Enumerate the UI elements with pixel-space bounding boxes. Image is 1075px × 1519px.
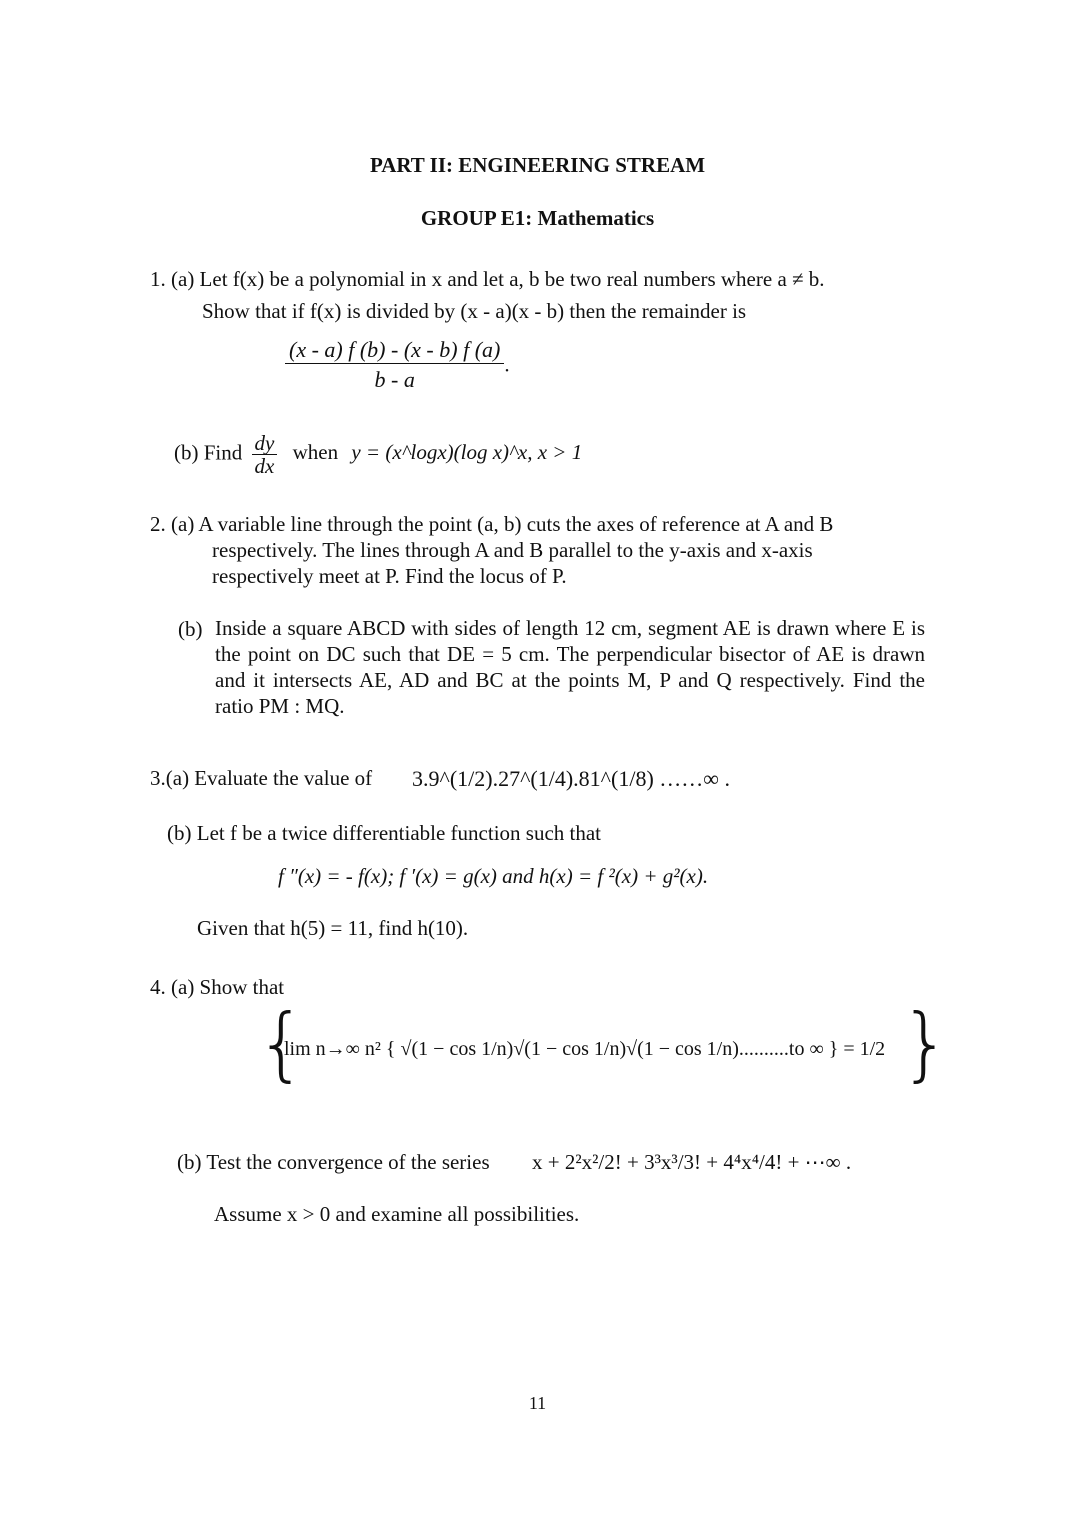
q2a-line1: 2. (a) A variable line through the point (a, b) cuts the axes of reference at A and B (150, 512, 834, 536)
q3b-line3: Given that h(5) = 11, find h(10). (197, 916, 469, 940)
q2a-line3: respectively meet at P. Find the locus of P. (212, 564, 567, 588)
q2a-line2: respectively. The lines through A and B parallel to the y-axis and x-axis (212, 538, 813, 562)
q1a-frac-denominator: b - a (374, 367, 415, 393)
q2b-paragraph: Inside a square ABCD with sides of length 12 cm, segment AE is drawn where E is the point on DC such that DE = 5 cm. The perpendicular bisector of AE is drawn and it intersects AE, AD and BC at the points M, P and Q respectively. Find the ratio PM : MQ. (215, 616, 925, 718)
q2b-label: (b) (178, 617, 203, 641)
part-title: PART II: ENGINEERING STREAM (369, 153, 706, 177)
q4a-limit-expression: { } lim n→∞ n² { √(1 − cos 1/n)√(1 − cos 1/n)√(1 − cos 1/n)..........to ∞ } = 1/2 (256, 997, 951, 1090)
page-number: 11 (528, 1393, 547, 1413)
q1a-line1: 1. (a) Let f(x) be a polynomial in x and let a, b be two real numbers where a ≠ b. (150, 267, 825, 291)
q1a-frac-numerator: (x - a) f (b) - (x - b) f (a) (285, 338, 504, 364)
group-title: GROUP E1: Mathematics (420, 206, 655, 230)
q3a-expression: 3.9^(1/2).27^(1/4).81^(1/8) ……∞ . (412, 766, 730, 791)
q3b-line1: (b) Let f be a twice differentiable function such that (167, 821, 602, 845)
q1b-line (174, 432, 582, 477)
q3b-line2: f ″(x) = - f(x); f ′(x) = g(x) and h(x) = f ²(x) + g²(x). (278, 864, 709, 888)
q4b-prefix: (b) Test the convergence of the series (177, 1150, 490, 1174)
q3a-prefix: 3.(a) Evaluate the value of (150, 766, 373, 790)
q4b-series: x + 2²x²/2! + 3³x³/3! + 4⁴x⁴/4! + ⋯∞ . (532, 1150, 852, 1174)
q1b-dy: dy (252, 432, 278, 455)
q4a-line1: 4. (a) Show that (150, 975, 285, 999)
q1b-when: when (292, 440, 339, 465)
q1b-expression: y = (x^logx)(log x)^x, x > 1 (351, 440, 583, 465)
q1b-prefix: (b) Find (174, 440, 243, 465)
q4b-line2: Assume x > 0 and examine all possibilities. (214, 1202, 580, 1226)
q1a-line2: Show that if f(x) is divided by (x - a)(x - b) then the remainder is (202, 299, 747, 323)
q1a-remainder-fraction: $\frac{(x - a) f (b) - (x - b) f (a)}{b - a}$ . (285, 338, 510, 391)
q1b-dx: dx (254, 454, 275, 479)
q4a-limit-text: lim n→∞ n² { √(1 − cos 1/n)√(1 − cos 1/n)√(1 − cos 1/n)..........to ∞ } = 1/2 (284, 1038, 886, 1060)
